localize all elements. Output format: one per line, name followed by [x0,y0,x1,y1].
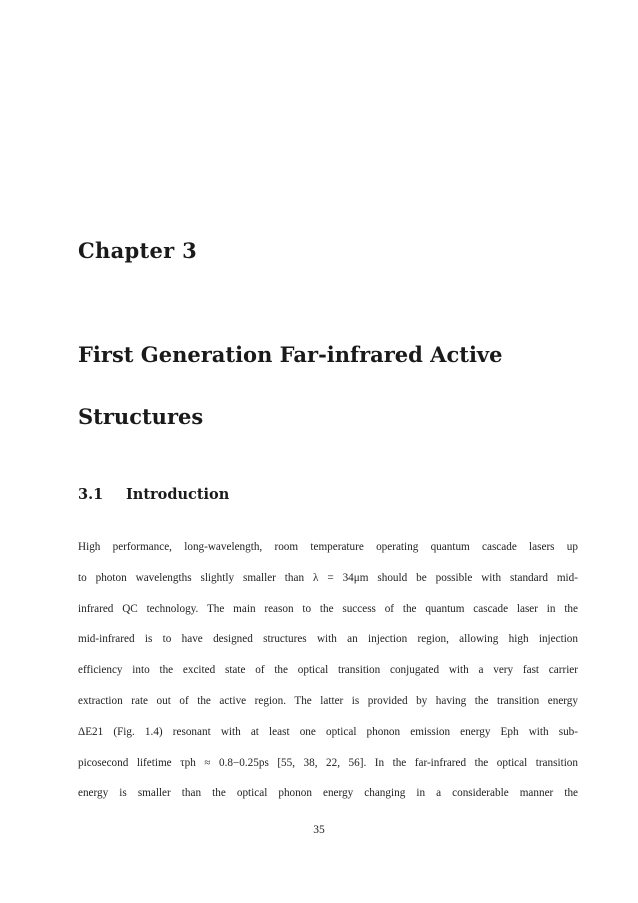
body-line: picosecond lifetime τph ≈ 0.8−0.25ps [55, 38, 22, 56]. In the far-infrared the optical transition [78,756,578,769]
section-title: Introduction [126,486,230,503]
body-line: to photon wavelengths slightly smaller than λ = 34μm should be possible with standard mid- [78,571,578,584]
body-line: High performance, long-wavelength, room temperature operating quantum cascade lasers up [78,541,578,553]
chapter-title [78,324,598,448]
body-line: efficiency into the excited state of the optical transition conjugated with a very fast carrier [78,664,578,677]
chapter-title-line: Structures [78,404,204,429]
body-paragraph [78,540,578,817]
page-number: 35 [313,824,325,836]
body-line: infrared QC technology. The main reason to the success of the quantum cascade laser in the [78,602,578,615]
section-heading [78,486,229,503]
chapter-label: Chapter 3 [78,238,198,263]
body-line: energy is smaller than the optical phonon energy changing in a considerable manner the [78,787,578,800]
chapter-title-line: First Generation Far-infrared Active [78,342,503,367]
body-line: ΔE21 (Fig. 1.4) resonant with at least one optical phonon emission energy Eph with sub- [78,725,578,738]
section-number: 3.1 [78,486,104,503]
body-line: extraction rate out of the active region. The latter is provided by having the transition energy [78,694,578,707]
body-line: mid-infrared is to have designed structures with an injection region, allowing high injection [78,633,578,646]
